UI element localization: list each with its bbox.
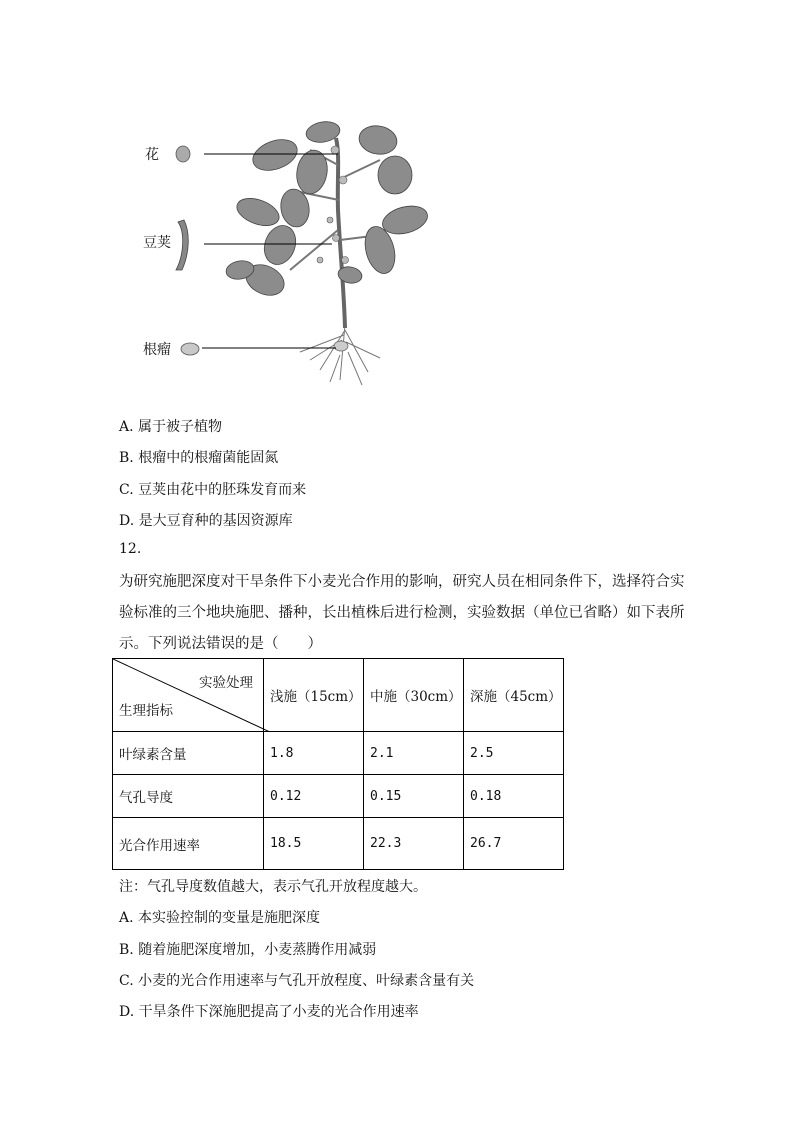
cell-value: 2.5 (464, 732, 564, 775)
q12-stem-line2: 验标准的三个地块施肥、播种，长出植株后进行检测，实验数据（单位已省略）如下表所 (119, 605, 685, 621)
row-name: 光合作用速率 (113, 818, 264, 870)
row-name: 叶绿素含量 (113, 732, 264, 775)
q12-option-c: C. 小麦的光合作用速率与气孔开放程度、叶绿素含量有关 (119, 973, 475, 989)
q11-option-b: B. 根瘤中的根瘤菌能固氮 (119, 450, 279, 466)
nodule-thumbnail (181, 343, 199, 355)
q12-data-table (112, 658, 564, 870)
pod-thumbnail (176, 220, 188, 270)
row-name: 气孔导度 (113, 775, 264, 818)
col-header-deep: 深施（45cm） (464, 659, 564, 732)
q11-option-c: C. 豆荚由花中的胚珠发育而来 (119, 482, 307, 498)
cell-value: 22.3 (364, 818, 464, 870)
q11-option-a: A. 属于被子植物 (119, 419, 223, 435)
q11-option-d: D. 是大豆育种的基因资源库 (119, 513, 293, 529)
cell-value: 2.1 (364, 732, 464, 775)
soybean-plant-illustration (140, 120, 450, 400)
q12-stem-line1: 为研究施肥深度对干旱条件下小麦光合作用的影响，研究人员在相同条件下，选择符合实 (119, 574, 685, 590)
q12-note: 注：气孔导度数值越大，表示气孔开放程度越大。 (119, 879, 427, 895)
cell-value: 0.15 (364, 775, 464, 818)
label-nodule: 根瘤 (143, 342, 171, 358)
soybean-figure (140, 120, 450, 400)
corner-top-label: 实验处理 (199, 675, 253, 691)
q12-number: 12. (119, 541, 142, 557)
q12-option-d: D. 干旱条件下深施肥提高了小麦的光合作用速率 (119, 1004, 419, 1020)
cell-value: 0.18 (464, 775, 564, 818)
label-pod: 豆荚 (143, 235, 171, 251)
table-row (113, 732, 564, 775)
table-header-row (113, 659, 564, 732)
label-flower: 花 (145, 147, 159, 163)
q12-option-a: A. 本实验控制的变量是施肥深度 (119, 910, 321, 926)
col-header-shallow: 浅施（15cm） (264, 659, 364, 732)
cell-value: 18.5 (264, 818, 364, 870)
q12-stem-line3: 示。下列说法错误的是（ ） (119, 636, 322, 652)
col-header-medium: 中施（30cm） (364, 659, 464, 732)
cell-value: 26.7 (464, 818, 564, 870)
table-corner-cell (113, 659, 264, 732)
corner-bottom-label: 生理指标 (119, 703, 173, 719)
flower-thumbnail (176, 146, 190, 162)
table-row (113, 775, 564, 818)
table-row (113, 818, 564, 870)
corner-diagonal-line (113, 659, 270, 732)
cell-value: 1.8 (264, 732, 364, 775)
q12-option-b: B. 随着施肥深度增加，小麦蒸腾作用减弱 (119, 942, 377, 958)
cell-value: 0.12 (264, 775, 364, 818)
